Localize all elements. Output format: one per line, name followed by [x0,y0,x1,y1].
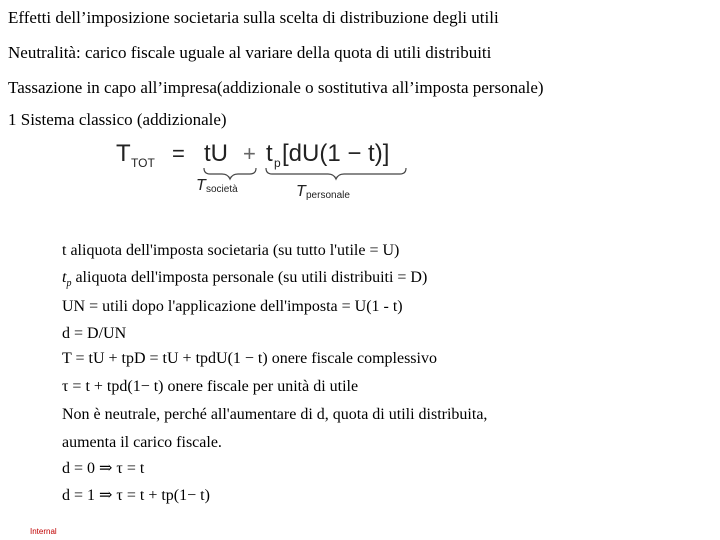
formula-term2-sub: p [274,156,281,170]
tp-symbol: $t_p$ [62,269,72,290]
case-d0: d = 0 ⇒ τ = t [62,460,145,477]
def-T: T = tU + tpD = tU + tpdU(1 − t) onere fiscale complessivo [62,350,437,367]
formula-term1: tU [204,140,228,167]
brace1-sub: società [206,184,238,195]
def-tp-text: aliquota dell'imposta personale (su utili distribuiti = D) [75,269,428,286]
brace2-label: T [296,183,306,200]
brace-personale-icon [266,168,406,179]
formula-plus: + [243,141,256,166]
neutrality-line: Neutralità: carico fiscale uguale al variare della quota di utili distribuiti [8,43,492,62]
formula-lhs-sub: TOT [131,156,155,170]
formula-ttot [116,134,416,204]
footer-label: Internal [30,527,57,536]
slide-heading: Effetti dell’imposizione societaria sulla scelta di distribuzione degli utili [8,8,499,27]
def-d: d = D/UN [62,325,127,342]
case-d1: d = 1 ⇒ τ = t + tp(1− t) [62,487,210,504]
def-tau: τ = t + tpd(1− t) onere fiscale per unità di utile [62,378,359,395]
taxation-line: Tassazione in capo all’impresa(addizionale o sostitutiva all’imposta personale) [8,78,544,97]
formula-lhs: T [116,140,131,167]
non-neutral-line-2: aumenta il carico fiscale. [62,434,222,451]
brace2-sub: personale [306,190,350,201]
formula-term2-rest: [dU(1 − t)] [282,140,390,167]
def-t: t aliquota dell'imposta societaria (su tutto l'utile = U) [62,242,400,259]
formula-term2: t [266,140,273,167]
def-un: UN = utili dopo l'applicazione dell'imposta = U(1 - t) [62,298,403,315]
formula-eq: = [172,141,185,166]
brace-societa-icon [204,168,256,179]
system-line: 1 Sistema classico (addizionale) [8,110,227,129]
brace1-label: T [196,177,206,194]
def-tp [62,270,427,289]
non-neutral-line-1: Non è neutrale, perché all'aumentare di d, quota di utili distribuita, [62,406,488,423]
